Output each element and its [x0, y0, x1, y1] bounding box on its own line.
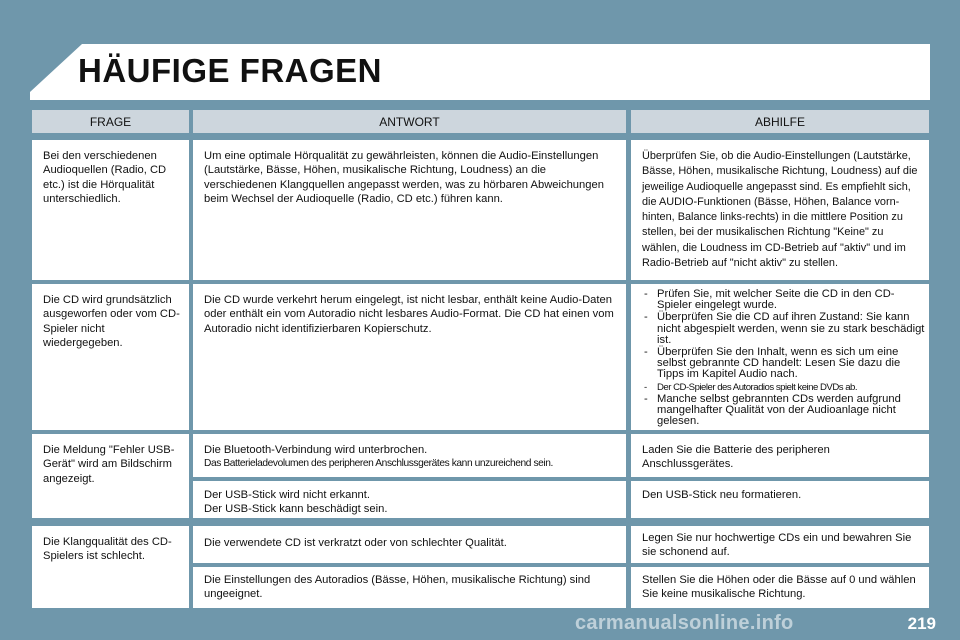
row2-answer: Die CD wurde verkehrt herum eingelegt, ist nicht lesbar, enthält keine Audio-Daten oder enthält ein vom Autoradio nicht lesbares Audio-Format. Die CD hat einen vom Autoradio nicht identifizierbaren Kopierschutz.	[193, 284, 626, 430]
row1-question: Bei den verschiedenen Audioquellen (Radio, CD etc.) ist die Hörqualität unterschiedlich.	[32, 140, 189, 280]
row3-solution-b: Den USB-Stick neu formatieren.	[631, 481, 929, 518]
row4-solution-a: Legen Sie nur hochwertige CDs ein und bewahren Sie sie schonend auf.	[631, 526, 929, 563]
answer-line: Die Bluetooth-Verbindung wird unterbrochen.	[204, 444, 428, 456]
watermark: carmanualsonline.info	[575, 612, 794, 634]
header-answer: ANTWORT	[193, 110, 626, 133]
row4-solution-b: Stellen Sie die Höhen oder die Bässe auf 0 und wählen Sie keine musikalische Richtung.	[631, 567, 929, 608]
list-item: - Überprüfen Sie den Inhalt, wenn es sich um eine selbst gebrannte CD handelt: Lesen Sie dazu die Tipps im Kapitel Audio nach.	[642, 347, 925, 381]
header-solution: ABHILFE	[631, 110, 929, 133]
header-question: FRAGE	[32, 110, 189, 133]
answer-line: Der USB-Stick kann beschädigt sein.	[204, 503, 388, 516]
row2-solution	[631, 284, 929, 430]
row4-answer-a: Die verwendete CD ist verkratzt oder von schlechter Qualität.	[193, 526, 626, 563]
page-number: 219	[907, 614, 936, 633]
answer-line: Der USB-Stick wird nicht erkannt.	[204, 489, 370, 501]
page-title: HÄUFIGE FRAGEN	[78, 52, 382, 89]
row1-solution: Überprüfen Sie, ob die Audio-Einstellungen (Lautstärke, Bässe, Höhen, musikalische Richtung, Loudness) auf die jeweilige Audioquelle angepasst sind. Es empfiehlt sich, die AUDIO-Funktionen (Bässe, Höhen, Balance vorn-hinten, Balance links-rechts) in die mittlere Position zu stellen, bei der musikalischen Richtung "Keine" zu wählen, die Loudness im CD-Betrieb auf "aktiv" und im Radio-Betrieb auf "nicht aktiv" zu stellen.	[631, 140, 929, 280]
answer-line: Das Batterieladevolumen des peripheren Anschlussgerätes kann unzureichend sein.	[204, 458, 553, 469]
row3-answer-a	[193, 434, 626, 477]
list-item: - Prüfen Sie, mit welcher Seite die CD in den CD-Spieler eingelegt wurde.	[642, 289, 925, 311]
row3-answer-b	[193, 481, 626, 518]
row3-solution-a: Laden Sie die Batterie des peripheren Anschlussgerätes.	[631, 434, 929, 477]
row2-question: Die CD wird grundsätzlich ausgeworfen oder vom CD-Spieler nicht wiedergegeben.	[32, 284, 189, 430]
list-item: - Manche selbst gebrannten CDs werden aufgrund mangelhafter Qualität von der Audioanlage nicht gelesen.	[642, 394, 925, 428]
row4-answer-b: Die Einstellungen des Autoradios (Bässe, Höhen, musikalische Richtung) sind ungeeignet.	[193, 567, 626, 608]
list-item: - Überprüfen Sie die CD auf ihren Zustand: Sie kann nicht abgespielt werden, wenn sie zu stark beschädigt ist.	[642, 312, 925, 346]
row3-question: Die Meldung "Fehler USB-Gerät" wird am Bildschirm angezeigt.	[32, 434, 189, 518]
row4-question: Die Klangqualität des CD-Spielers ist schlecht.	[32, 526, 189, 608]
solution-list	[642, 289, 925, 427]
list-item: - Der CD-Spieler des Autoradios spielt keine DVDs ab.	[642, 382, 925, 393]
row1-answer: Um eine optimale Hörqualität zu gewährleisten, können die Audio-Einstellungen (Lautstärke, Bässe, Höhen, musikalische Richtung, Loudness) an die verschiedenen Klangquellen angepasst werden, was zu hörbaren Abweichungen beim Wechsel der Audioquelle (Radio, CD etc.) führen kann.	[193, 140, 626, 280]
